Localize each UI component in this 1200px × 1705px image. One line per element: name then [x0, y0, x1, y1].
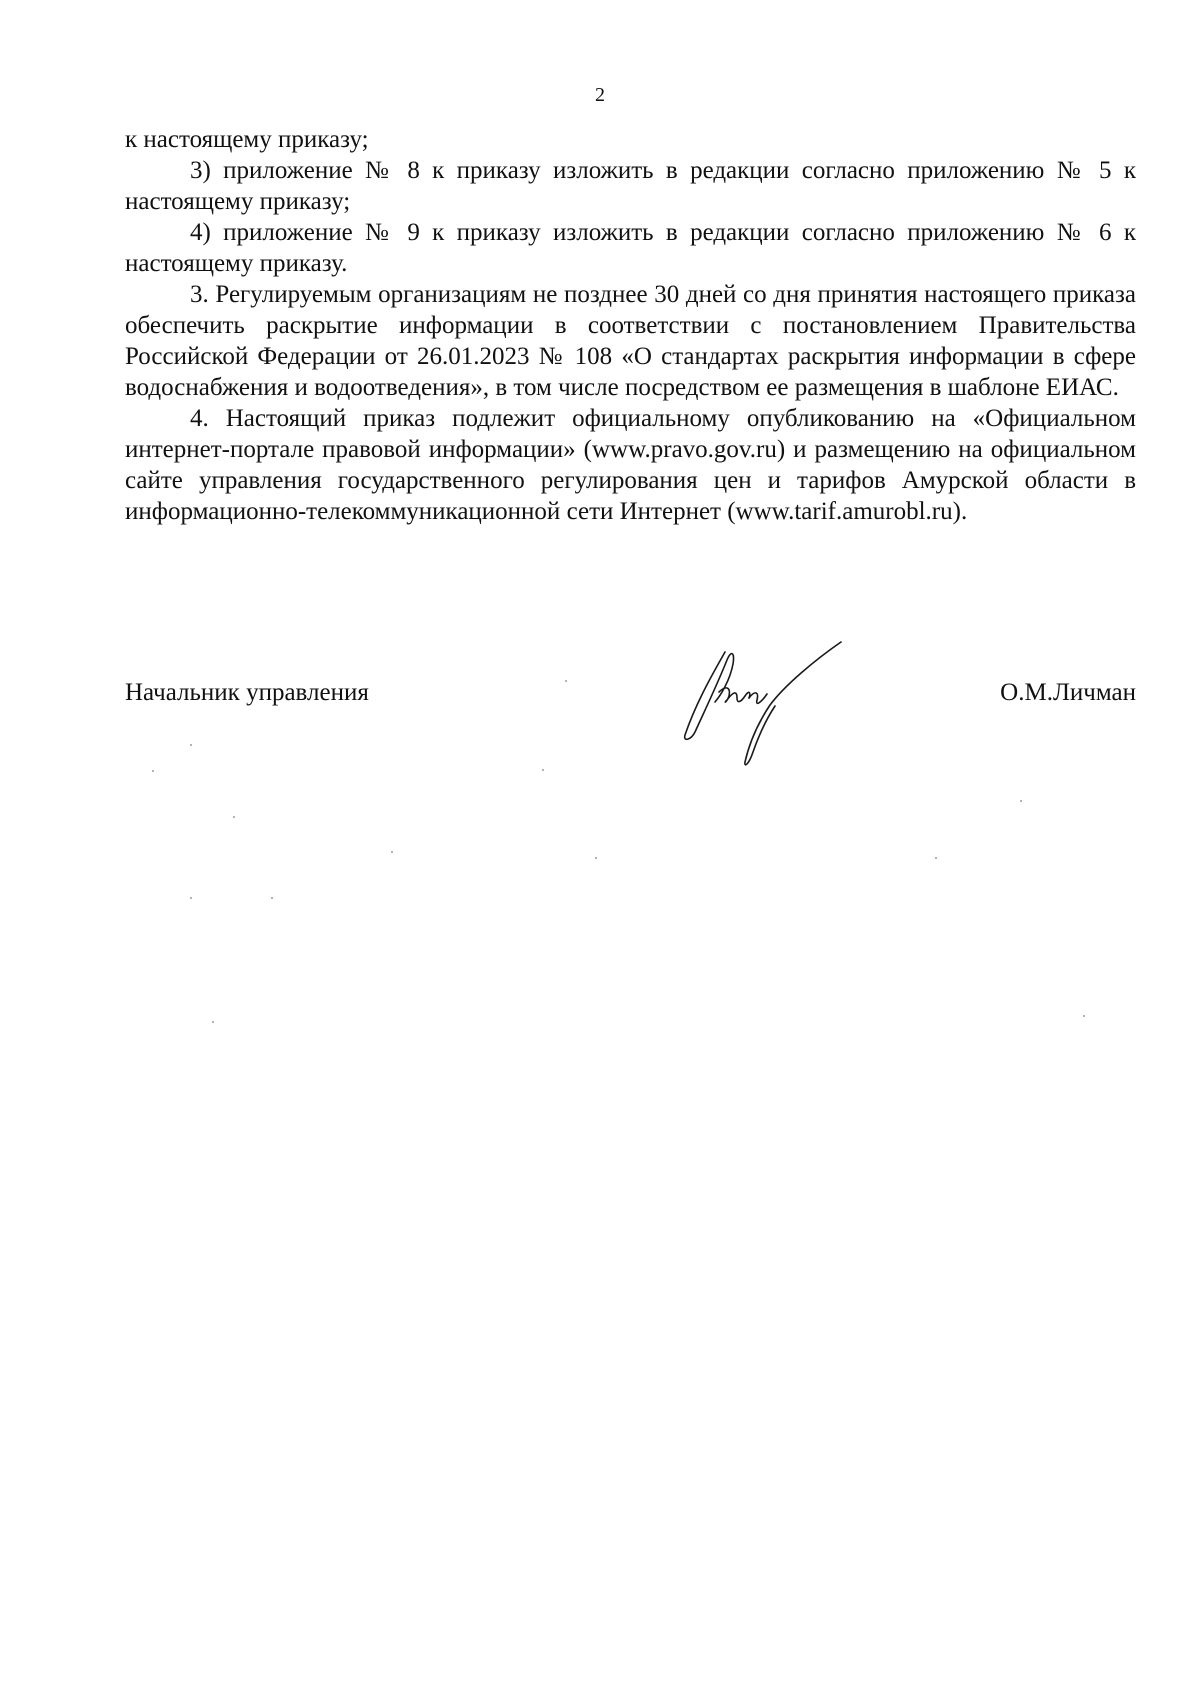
signature-block	[125, 677, 1136, 717]
scan-speck	[565, 680, 567, 682]
scan-speck	[595, 857, 597, 859]
scan-speck	[1083, 1015, 1085, 1017]
document-body	[125, 124, 1136, 527]
paragraph-item-3: 3) приложение № 8 к приказу изложить в редакции согласно приложению № 5 к настоящему приказу;	[125, 157, 1136, 215]
scan-speck	[542, 769, 544, 771]
signer-name: О.М.Личман	[1000, 679, 1136, 706]
scan-speck	[190, 744, 192, 746]
scan-speck	[190, 897, 192, 899]
signer-position: Начальник управления	[125, 679, 369, 706]
paragraph-continuation: к настоящему приказу;	[125, 126, 369, 153]
paragraph-clause-3: 3. Регулируемым организациям не позднее 30 дней со дня принятия настоящего приказа обеспечить раскрытие информации в соответствии с постановлением Правительства Российской Федерации от 26.01.2023 № 108 «О стандартах раскрытия информации в сфере водоснабжения и водоотведения», в том числе посредством ее размещения в шаблоне ЕИАС.	[125, 281, 1136, 401]
scan-speck	[1020, 800, 1022, 802]
paragraph-clause-4: 4. Настоящий приказ подлежит официальному опубликованию на «Официальном интернет-портале правовой информации» (www.pravo.gov.ru) и размещению на официальном сайте управления государственного регулирования цен и тарифов Амурской области в информационно-телекоммуникационной сети Интернет (www.tarif.amurobl.ru).	[125, 405, 1136, 525]
scan-speck	[152, 770, 154, 772]
scan-speck	[271, 897, 273, 899]
scan-speck	[233, 816, 235, 818]
handwritten-signature	[675, 640, 865, 770]
paragraph-item-4: 4) приложение № 9 к приказу изложить в редакции согласно приложению № 6 к настоящему приказу.	[125, 219, 1136, 277]
scan-speck	[391, 851, 393, 853]
page-number: 2	[595, 84, 605, 106]
scan-speck	[935, 857, 937, 859]
scan-speck	[212, 1021, 214, 1023]
